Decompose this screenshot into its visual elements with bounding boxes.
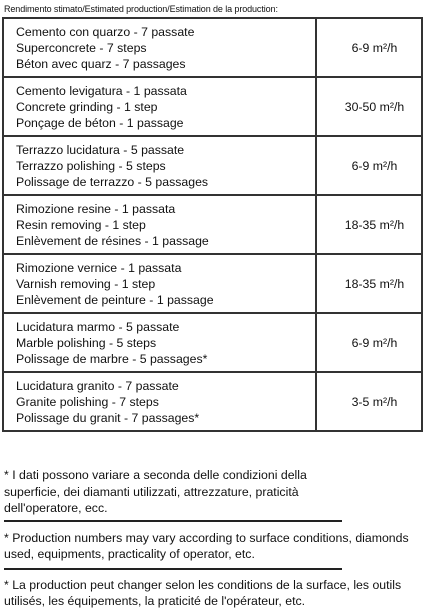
footnote-en: * Production numbers may vary according to surface conditions, diamonds used, equipments, practicality of operator, etc. [4, 530, 409, 561]
process-cell [3, 313, 316, 372]
process-label-it: Lucidatura marmo - 5 passate [16, 319, 180, 334]
process-label-en: Granite polishing - 7 steps [16, 394, 159, 409]
footnote-it: * I dati possono variare a seconda delle condizioni della superficie, dei diamanti utilizzati, attrezzature, praticità dell'operatore, ecc. [4, 468, 307, 515]
rate-cell: 18-35 m²/h [316, 195, 422, 254]
table-row [3, 313, 422, 372]
rate-cell: 6-9 m²/h [316, 136, 422, 195]
process-cell [3, 18, 316, 77]
process-label-it: Rimozione vernice - 1 passata [16, 260, 182, 275]
table-caption: Rendimento stimato/Estimated production/Estimation de la production: [4, 4, 278, 14]
table-row [3, 254, 422, 313]
table-row [3, 195, 422, 254]
rate-cell: 30-50 m²/h [316, 77, 422, 136]
rate-cell: 18-35 m²/h [316, 254, 422, 313]
process-cell [3, 195, 316, 254]
process-cell [3, 254, 316, 313]
process-label-it: Cemento con quarzo - 7 passate [16, 24, 195, 39]
divider [4, 520, 342, 522]
table-row [3, 18, 422, 77]
process-label-en: Terrazzo polishing - 5 steps [16, 158, 166, 173]
rate-cell: 3-5 m²/h [316, 372, 422, 431]
table-row [3, 77, 422, 136]
process-label-it: Cemento levigatura - 1 passata [16, 83, 187, 98]
table-row [3, 372, 422, 431]
process-cell [3, 136, 316, 195]
process-label-fr: Polissage du granit - 7 passages* [16, 410, 200, 425]
footnote-fr: * La production peut changer selon les conditions de la surface, les outils utilisés, les équipements, la praticité de l'opérateur, etc. [4, 577, 402, 608]
process-label-en: Marble polishing - 5 steps [16, 335, 157, 350]
process-label-en: Resin removing - 1 step [16, 217, 146, 232]
process-label-it: Lucidatura granito - 7 passate [16, 378, 179, 393]
process-label-en: Concrete grinding - 1 step [16, 99, 158, 114]
process-label-fr: Polissage de terrazzo - 5 passages [16, 174, 209, 189]
process-label-it: Rimozione resine - 1 passata [16, 201, 176, 216]
divider [4, 568, 342, 570]
production-table [2, 17, 423, 432]
process-cell [3, 77, 316, 136]
process-cell [3, 372, 316, 431]
process-label-en: Varnish removing - 1 step [16, 276, 156, 291]
footnotes [4, 467, 422, 610]
process-label-fr: Ponçage de béton - 1 passage [16, 115, 184, 130]
process-label-fr: Enlèvement de peinture - 1 passage [16, 292, 214, 307]
table-row [3, 136, 422, 195]
process-label-en: Superconcrete - 7 steps [16, 40, 147, 55]
rate-cell: 6-9 m²/h [316, 313, 422, 372]
process-label-it: Terrazzo lucidatura - 5 passate [16, 142, 185, 157]
rate-cell: 6-9 m²/h [316, 18, 422, 77]
process-label-fr: Béton avec quarz - 7 passages [16, 56, 186, 71]
process-label-fr: Enlèvement de résines - 1 passage [16, 233, 209, 248]
process-label-fr: Polissage de marbre - 5 passages* [16, 351, 208, 366]
